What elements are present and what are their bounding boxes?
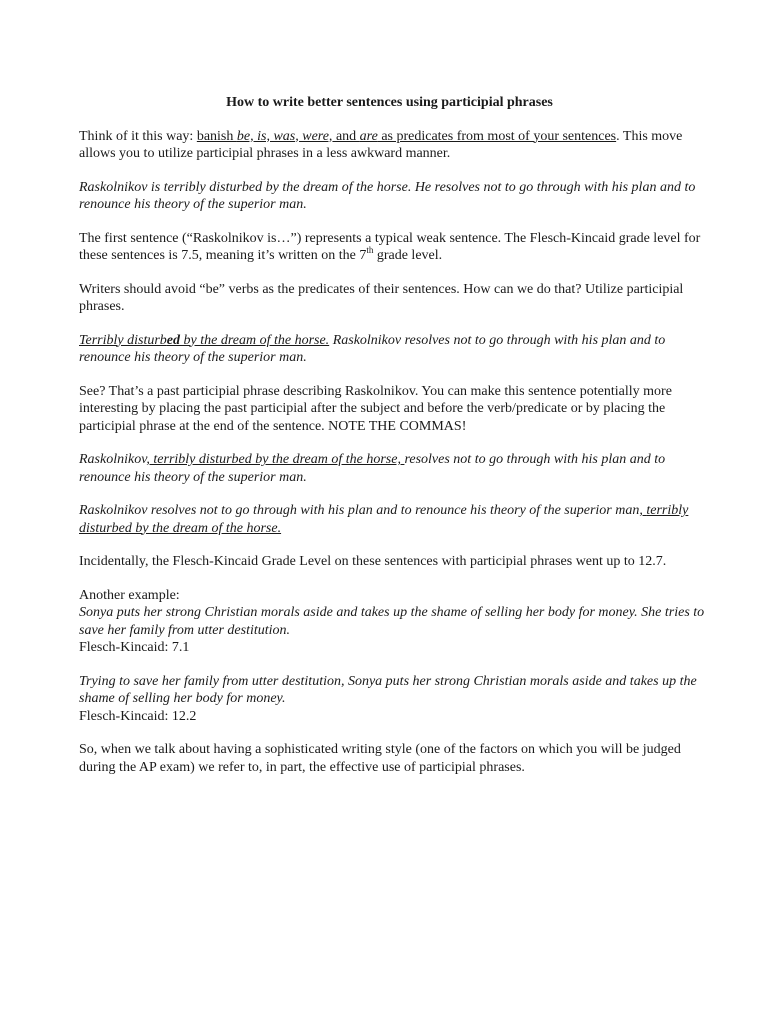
intro-paragraph: [79, 128, 708, 163]
example-sentence-1: Raskolnikov is terribly disturbed by the dream of the horse. He resolves not to go through with his plan and to renounce his theory of the superior man.: [79, 179, 696, 212]
example-sentence-3: [79, 451, 708, 486]
grade-level-paragraph: [79, 230, 708, 265]
another-example-label: Another example:: [79, 587, 180, 603]
intro-text-a: Think of it this way:: [79, 128, 197, 144]
example-3-subject: Raskolnikov: [79, 452, 147, 467]
example-3-predicate: resolves not to go through with his plan and to renounce his theory of the superior man.: [79, 452, 666, 485]
example-4-main-clause: Raskolnikov resolves not to go through with his plan and to renounce his theory of the superior man: [79, 503, 640, 518]
document-title: How to write better sentences using participial phrases: [226, 95, 553, 110]
flesch-kincaid-score-1: Flesch-Kincaid: 7.1: [79, 640, 190, 655]
grade-level-text-a: The first sentence (“Raskolnikov is…”) represents a typical weak sentence. The Flesch-Kincaid grade level for these sentences is 7.5, meaning it’s written on the 7: [79, 230, 701, 263]
avoid-be-verbs-paragraph: Writers should avoid “be” verbs as the predicates of their sentences. How can we do that? Utilize participial phrases.: [79, 281, 684, 314]
example-2-participle-start: Terribly disturb: [79, 332, 167, 348]
intro-text-g: . This move allows you to utilize participial phrases in a less awkward manner.: [79, 128, 683, 161]
example-sentence-5: Sonya puts her strong Christian morals aside and takes up the shame of selling her body for money. She tries to save her family from utter destitution.: [79, 605, 705, 638]
intro-predicates: as predicates from most of your sentences: [377, 128, 617, 144]
incidentally-paragraph: Incidentally, the Flesch-Kincaid Grade Level on these sentences with participial phrases went up to 12.7.: [79, 554, 667, 569]
example-2-ed-suffix: ed: [166, 332, 180, 348]
example-4-participial-phrase: terribly disturbed by the dream of the horse.: [79, 503, 689, 536]
example-sentence-2: [79, 332, 708, 367]
example-2-main-clause: Raskolnikov resolves not to go through with his plan and to renounce his theory of the superior man.: [79, 332, 666, 365]
intro-and: and: [332, 128, 360, 144]
intro-are: are: [359, 128, 378, 144]
example-6-block: [79, 673, 708, 726]
flesch-kincaid-score-2: Flesch-Kincaid: 12.2: [79, 708, 197, 724]
example-sentence-4: [79, 502, 708, 537]
example-sentence-6: Trying to save her family from utter destitution, Sonya puts her strong Christian morals aside and takes up the shame of selling her body for money.: [79, 673, 697, 706]
intro-be-verbs: be, is, was, were,: [236, 128, 333, 144]
intro-banish: banish: [196, 128, 237, 144]
grade-level-superscript: th: [366, 245, 374, 255]
grade-level-text-b: grade level.: [373, 248, 443, 263]
see-paragraph: See? That’s a past participial phrase describing Raskolnikov. You can make this sentence potentially more interesting by placing the past participial after the subject and before the verb/predicate or by placing the participial phrase at the end of the sentence. NOTE THE COMMAS!: [79, 383, 672, 434]
conclusion-paragraph: So, when we talk about having a sophisticated writing style (one of the factors on which you will be judged during the AP exam) we refer to, in part, the effective use of participial phrases.: [79, 742, 681, 775]
another-example-block: [79, 587, 708, 657]
example-4-comma: ,: [639, 503, 647, 518]
example-3-participial-phrase: , terribly disturbed by the dream of the horse,: [146, 452, 405, 467]
example-2-participial-phrase: by the dream of the horse.: [180, 332, 330, 348]
